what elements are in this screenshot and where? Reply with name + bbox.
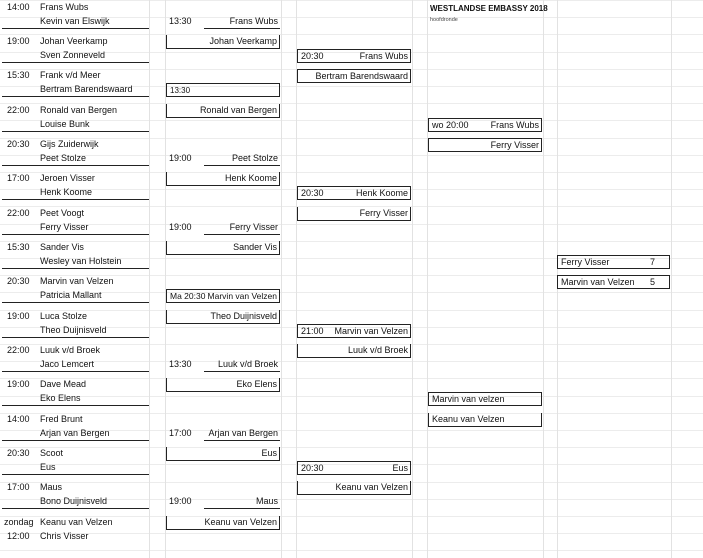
grid-line	[149, 0, 150, 558]
page-subtitle: hoofdronde	[430, 17, 458, 23]
player-name: Marvin van Velzen	[205, 289, 280, 303]
player-name: Frank v/d Meer	[40, 70, 101, 80]
match-time: 19:00	[169, 153, 192, 163]
player-name: Frans Wubs	[204, 15, 280, 29]
match-time: 20:30	[297, 49, 337, 63]
player-name: Bono Duijnisveld	[2, 495, 149, 509]
match-time: 14:00	[7, 2, 30, 12]
match-time: 19:00	[7, 379, 30, 389]
player-name: Peet Voogt	[40, 208, 85, 218]
finalist-name: Marvin van Velzen	[557, 275, 648, 289]
match-time: 15:30	[7, 242, 30, 252]
match-day: zondag	[4, 517, 34, 527]
finalist-name: Ferry Visser	[557, 255, 648, 269]
player-name: Ferry Visser	[428, 138, 542, 152]
player-name: Keanu van Velzen	[297, 481, 411, 495]
player-name: Sander Vis	[40, 242, 84, 252]
player-name: Wesley van Holstein	[2, 255, 149, 269]
grid-line	[0, 550, 703, 551]
grid-line	[671, 0, 672, 558]
match-time: 20:30	[297, 461, 337, 475]
player-name: Keanu van Velzen	[428, 413, 542, 427]
player-name: Maus	[204, 495, 280, 509]
player-name: Marvin van velzen	[428, 392, 542, 406]
player-name: Maus	[40, 482, 63, 492]
match-time: Ma 20:30	[166, 289, 214, 303]
finalist-score: 7	[648, 255, 670, 269]
match-time: 17:00	[169, 428, 192, 438]
player-name: Theo Duijnisveld	[166, 310, 280, 324]
player-name: Ferry Visser	[297, 207, 411, 221]
match-time: 19:00	[169, 496, 192, 506]
match-time: 13:30	[166, 83, 280, 97]
player-name: Frans Wubs	[336, 49, 411, 63]
player-name: Ferry Visser	[2, 221, 149, 235]
player-name: Frans Wubs	[476, 118, 542, 132]
player-name: Theo Duijnisveld	[2, 324, 149, 338]
grid-line	[281, 0, 282, 558]
player-name: Luuk v/d Broek	[297, 344, 411, 358]
player-name: Sander Vis	[166, 241, 280, 255]
player-name: Kevin van Elswijk	[2, 15, 149, 29]
player-name: Henk Koome	[2, 186, 149, 200]
player-name: Patricia Mallant	[2, 289, 149, 303]
player-name: Peet Stolze	[2, 152, 149, 166]
grid-line	[543, 0, 544, 558]
player-name: Johan Veerkamp	[166, 35, 280, 49]
match-time: 12:00	[7, 531, 30, 541]
player-name: Ronald van Bergen	[40, 105, 118, 115]
player-name: Eko Elens	[166, 378, 280, 392]
match-time: 13:30	[169, 359, 192, 369]
grid-line	[427, 0, 428, 558]
player-name: Luuk v/d Broek	[204, 358, 280, 372]
player-name: Fred Brunt	[40, 414, 83, 424]
finalist-score: 5	[648, 275, 670, 289]
match-time: 22:00	[7, 208, 30, 218]
player-name: Arjan van Bergen	[2, 427, 149, 441]
player-name: Jeroen Visser	[40, 173, 95, 183]
match-time: wo 20:00	[428, 118, 478, 132]
match-time: 22:00	[7, 345, 30, 355]
match-time: 19:00	[169, 222, 192, 232]
player-name: Henk Koome	[336, 186, 411, 200]
player-name: Johan Veerkamp	[40, 36, 108, 46]
match-time: 20:30	[7, 276, 30, 286]
page-title: WESTLANDSE EMBASSY 2018	[430, 4, 548, 13]
match-time: 20:30	[297, 186, 337, 200]
player-name: Gijs Zuiderwijk	[40, 139, 99, 149]
player-name: Scoot	[40, 448, 64, 458]
player-name: Eus	[166, 447, 280, 461]
player-name: Sven Zonneveld	[2, 49, 149, 63]
match-time: 20:30	[7, 139, 30, 149]
match-time: 19:00	[7, 36, 30, 46]
player-name: Frans Wubs	[40, 2, 89, 12]
player-name: Keanu van Velzen	[166, 516, 280, 530]
player-name: Eus	[2, 461, 149, 475]
player-name: Ferry Visser	[204, 221, 280, 235]
player-name: Dave Mead	[40, 379, 87, 389]
match-time: 17:00	[7, 173, 30, 183]
player-name: Ronald van Bergen	[166, 104, 280, 118]
player-name: Luca Stolze	[40, 311, 88, 321]
player-name: Arjan van Bergen	[204, 427, 280, 441]
player-name: Marvin van Velzen	[328, 324, 411, 338]
player-name: Eko Elens	[2, 392, 149, 406]
match-time: 17:00	[7, 482, 30, 492]
match-time: 13:30	[169, 16, 192, 26]
match-time: 14:00	[7, 414, 30, 424]
player-name: Eus	[336, 461, 411, 475]
player-name: Jaco Lemcert	[2, 358, 149, 372]
player-name: Louise Bunk	[2, 118, 149, 132]
match-time: 19:00	[7, 311, 30, 321]
match-time: 20:30	[7, 448, 30, 458]
player-name: Peet Stolze	[204, 152, 280, 166]
player-name: Chris Visser	[40, 531, 89, 541]
grid-line	[412, 0, 413, 558]
match-time: 21:00	[297, 324, 337, 338]
player-name: Bertram Barendswaard	[2, 83, 149, 97]
match-time: 22:00	[7, 105, 30, 115]
player-name: Luuk v/d Broek	[40, 345, 101, 355]
player-name: Bertram Barendswaard	[297, 69, 411, 83]
player-name: Henk Koome	[166, 172, 280, 186]
player-name: Keanu van Velzen	[40, 517, 113, 527]
player-name: Marvin van Velzen	[40, 276, 114, 286]
match-time: 15:30	[7, 70, 30, 80]
